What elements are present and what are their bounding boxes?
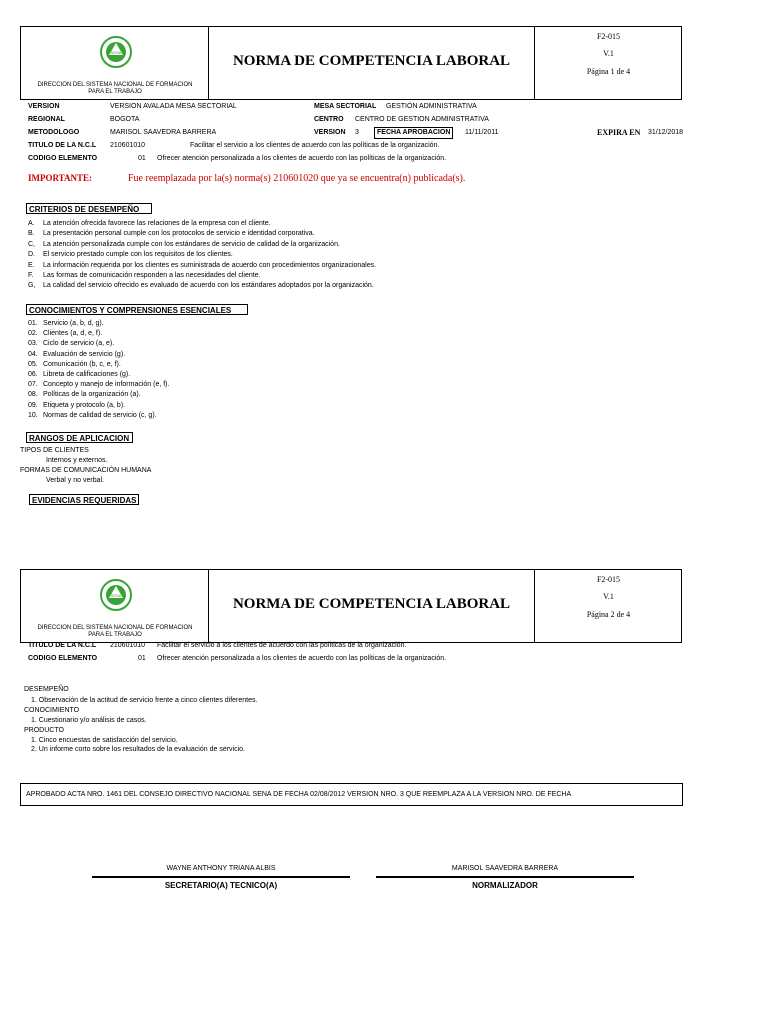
metodologo-label: METODOLOGO [28, 129, 80, 136]
formas-label: FORMAS DE COMUNICACIÓN HUMANA [20, 467, 152, 474]
regional-value: BOGOTA [110, 116, 140, 123]
page1-header [20, 26, 682, 100]
criterio-letter: G, [28, 282, 36, 290]
approval-text: APROBADO ACTA NRO. 1461 DEL CONSEJO DIRECTIVO NACIONAL SENA DE FECHA 02/08/2012 VERSION NRO. 3 QUE REEMPLAZA A LA VERSION NRO. DE FECHA [26, 791, 572, 798]
conocimiento-text: Políticas de la organización (a). [43, 391, 141, 399]
producto-item-2: 2. Un informe corto sobre los resultados de la evaluación de servicio. [31, 746, 245, 753]
producto-item-1: 1. Cinco encuestas de satisfacción del servicio. [31, 737, 178, 744]
conocimiento-number: 06. [28, 371, 38, 378]
form-version: V.1 [603, 49, 614, 58]
conocimiento-label: CONOCIMIENTO [24, 707, 80, 714]
centro-label: CENTRO [314, 116, 344, 123]
evidencias-heading: EVIDENCIAS REQUERIDAS [29, 494, 139, 505]
page2-header [20, 569, 682, 643]
rangos-heading: RANGOS DE APLICACION [26, 432, 133, 443]
conocimiento-text: Concepto y manejo de información (e, f). [43, 381, 170, 389]
mesa-label: MESA SECTORIAL [314, 103, 377, 110]
codigo-desc: Ofrecer atención personalizada a los clientes de acuerdo con las políticas de la organización. [157, 655, 447, 662]
conocimiento-number: 10. [28, 411, 38, 419]
codigo-value: 01 [138, 655, 146, 662]
conocimiento-number: 02. [28, 330, 38, 338]
form-code: F2-015 [596, 32, 621, 41]
codigo-label: CODIGO ELEMENTO [28, 655, 98, 662]
codigo-value: 01 [138, 155, 146, 162]
signature-right-line [376, 876, 634, 878]
org-name [21, 625, 209, 639]
titulo-value: Facilitar el servicio a los clientes de acuerdo con las políticas de la organización. [190, 142, 440, 149]
regional-label: REGIONAL [28, 116, 65, 123]
conocimiento-text: Ciclo de servicio (a, e). [43, 340, 115, 348]
metodologo-value: MARISOL SAAVEDRA BARRERA [110, 129, 217, 136]
conocimiento-number: 08. [28, 391, 38, 399]
fecha-value: 11/11/2011 [465, 129, 499, 136]
signature-left-name: WAYNE ANTHONY TRIANA ALBIS [166, 865, 276, 872]
criterio-text: Las formas de comunicación responden a las necesidades del cliente. [43, 272, 261, 279]
mesa-value: GESTIÓN ADMINISTRATIVA [386, 103, 477, 110]
sena-logo [99, 578, 133, 612]
expira-value: 31/12/2018 [648, 129, 684, 136]
desempeno-item: 1. Observación de la actitud de servicio frente a cinco clientes diferentes. [31, 697, 258, 704]
org-line2: PARA EL TRABAJO [88, 89, 142, 95]
criterio-text: La calidad del servicio ofrecido es evaluado de acuerdo con los estándares adoptados por la organización. [43, 282, 374, 290]
conocimiento-number: 04. [28, 350, 38, 358]
centro-value: CENTRO DE GESTION ADMINISTRATIVA [355, 116, 489, 123]
conocimiento-number: 09. [28, 401, 38, 409]
criterio-text: La información requerida por los clientes es suministrada de acuerdo con procedimientos organizacionales. [43, 261, 377, 269]
desempeno-label: DESEMPEÑO [24, 686, 69, 693]
conocimiento-number: 07. [28, 381, 38, 389]
signature-left-role: SECRETARIO(A) TECNICO(A) [164, 881, 278, 890]
conocimiento-text: Etiqueta y protocolo (a, b). [43, 401, 126, 409]
criterio-letter: D. [28, 251, 35, 259]
version-label: VERSION [28, 103, 60, 110]
criterio-text: El servicio prestado cumple con los requisitos de los clientes. [43, 251, 233, 259]
criterio-letter: B. [28, 230, 35, 238]
titulo-value: Facilitar el servicio a los clientes de acuerdo con las políticas de la organización. [157, 642, 407, 649]
titulo-label: TITULO DE LA N.C.L [28, 642, 97, 649]
conocimiento-number: 05. [28, 360, 38, 368]
logo-text: SENA [110, 593, 122, 598]
org-name [21, 82, 209, 96]
conocimiento-number: 01. [28, 320, 38, 327]
conocimiento-text: Clientes (a, d, e, f). [43, 330, 103, 338]
page-number: Página 2 de 4 [586, 610, 631, 619]
criterio-text: La atención ofrecida favorece las relaciones de la empresa con el cliente. [43, 220, 271, 227]
formas-value: Verbal y no verbal. [46, 477, 104, 484]
conocimiento-item: 1. Cuestionario y/o análisis de casos. [31, 717, 147, 724]
titulo-label: TITULO DE LA N.C.L [28, 142, 97, 149]
logo-text: SENA [110, 50, 122, 55]
criterios-heading: CRITERIOS DE DESEMPEÑO [26, 203, 152, 214]
conocimiento-text: Evaluación de servicio (g). [43, 350, 126, 358]
tipos-value: Internos y externos. [46, 457, 108, 464]
org-line1: DIRECCION DEL SISTEMA NACIONAL DE FORMACION [37, 82, 193, 88]
criterio-text: La presentación personal cumple con los protocolos de servicio e identidad corporativa. [43, 230, 315, 238]
importante-text: Fue reemplazada por la(s) norma(s) 210601020 que ya se encuentra(n) publicada(s). [128, 173, 466, 184]
criterio-letter: C, [28, 240, 35, 248]
page-title: NORMA DE COMPETENCIA LABORAL [232, 596, 511, 612]
titulo-code: 210601010 [110, 642, 146, 649]
signature-right-name: MARISOL SAAVEDRA BARRERA [451, 865, 559, 872]
page-number: Página 1 de 4 [586, 67, 631, 76]
criterio-letter: A. [28, 220, 35, 227]
approval-box [20, 783, 683, 806]
form-code: F2-015 [596, 575, 621, 584]
importante-label: IMPORTANTE: [28, 173, 93, 183]
sena-logo [99, 35, 133, 69]
org-line1: DIRECCION DEL SISTEMA NACIONAL DE FORMACION [37, 625, 193, 631]
criterio-text: La atención personalizada cumple con los estándares de servicio de calidad de la organización. [43, 240, 340, 248]
version2-label: VERSION [314, 129, 346, 136]
criterio-letter: E. [28, 261, 35, 269]
titulo-code: 210601010 [110, 142, 146, 149]
codigo-label: CODIGO ELEMENTO [28, 155, 98, 162]
criterio-letter: F. [28, 272, 34, 279]
org-line2: PARA EL TRABAJO [88, 632, 142, 638]
fecha-label: FECHA APROBACION [374, 127, 453, 139]
producto-label: PRODUCTO [24, 727, 64, 734]
page-title: NORMA DE COMPETENCIA LABORAL [232, 53, 511, 69]
tipos-label: TIPOS DE CLIENTES [20, 447, 89, 454]
form-version: V.1 [603, 592, 614, 601]
signature-left-line [92, 876, 350, 878]
expira-label: EXPIRA EN [597, 128, 641, 137]
version-value: VERSION AVALADA MESA SECTORIAL [110, 103, 237, 110]
conocimiento-text: Comunicación (b, c, e, f). [43, 360, 121, 368]
codigo-desc: Ofrecer atención personalizada a los clientes de acuerdo con las políticas de la organización. [157, 155, 447, 162]
conocimiento-text: Libreta de calificaciones (g). [43, 371, 131, 378]
conocimiento-text: Normas de calidad de servicio (c, g). [43, 411, 157, 419]
version2-value: 3 [355, 129, 359, 136]
conocimiento-number: 03. [28, 340, 38, 348]
conocimientos-heading: CONOCIMIENTOS Y COMPRENSIONES ESENCIALES [26, 304, 248, 315]
conocimiento-text: Servicio (a, b, d, g). [43, 320, 104, 327]
signature-right-role: NORMALIZADOR [472, 881, 538, 890]
